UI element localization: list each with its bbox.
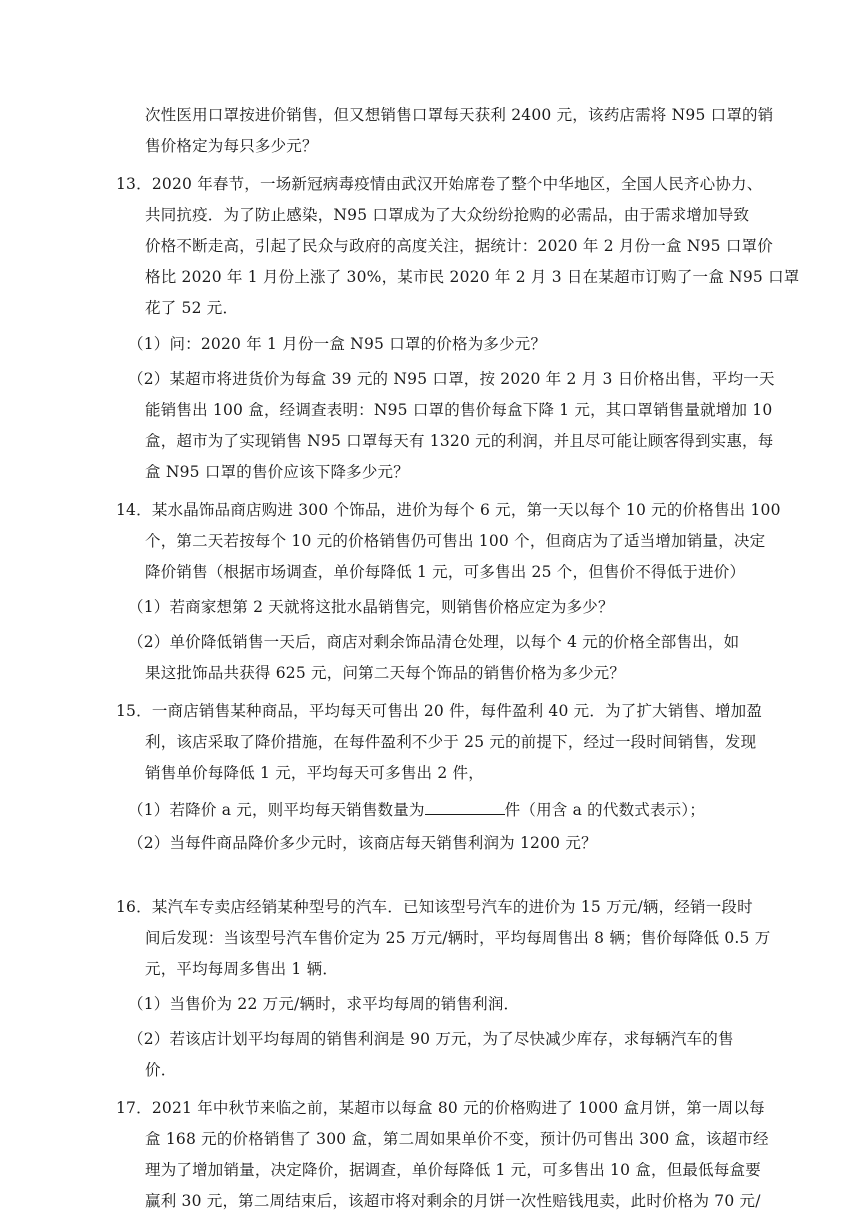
text-line: 利，该店采取了降价措施，在每件盈利不少于 25 元的前提下，经过一段时间销售，发现: [145, 733, 757, 751]
sub-question: （2）某超市将进货价为每盒 39 元的 N95 口罩，按 2020 年 2 月 3 日价格出售，平均一天: [128, 370, 775, 388]
text-line: 果这批饰品共获得 625 元，问第二天每个饰品的销售价格为多少元？: [145, 664, 626, 682]
sub-question-text: （1）若降价 a 元，则平均每天销售数量为: [128, 801, 425, 819]
answer-blank: [425, 798, 505, 815]
text-line: 价格不断走高，引起了民众与政府的高度关注，据统计：2020 年 2 月份一盒 N95 口罩价: [145, 237, 773, 255]
text-line: 共同抗疫．为了防止感染，N95 口罩成为了大众纷纷抢购的必需品，由于需求增加导致: [145, 206, 750, 224]
text-line: 理为了增加销量，决定降价，据调查，单价每降低 1 元，可多售出 10 盒，但最低每盒要: [145, 1161, 761, 1179]
text-line: 元，平均每周多售出 1 辆．: [145, 960, 339, 978]
text-line: 格比 2020 年 1 月份上涨了 30%，某市民 2020 年 2 月 3 日在某超市订购了一盒 N95 口罩: [145, 268, 800, 286]
sub-question: （2）单价降低销售一天后，商店对剩余饰品清仓处理，以每个 4 元的价格全部售出，如: [128, 633, 740, 651]
sub-question: （1）若商家想第 2 天就将这批水晶销售完，则销售价格应定为多少？: [128, 598, 614, 616]
problem-14-heading: 14．某水晶饰品商店购进 300 个饰品，进价为每个 6 元，第一天以每个 10 元的价格售出 100: [116, 501, 781, 519]
text-line: 能销售出 100 盒，经调查表明：N95 口罩的售价每盒下降 1 元，其口罩销售量就增加 10: [145, 401, 773, 419]
text-line: 次性医用口罩按进价销售，但又想销售口罩每天获利 2400 元，该药店需将 N95 口罩的销: [145, 106, 774, 124]
sub-question: （1）问：2020 年 1 月份一盒 N95 口罩的价格为多少元？: [128, 335, 547, 353]
problem-15-heading: 15．一商店销售某种商品，平均每天可售出 20 件，每件盈利 40 元．为了扩大销售、增加盈: [116, 702, 763, 720]
problem-17-heading: 17．2021 年中秋节来临之前，某超市以每盒 80 元的价格购进了 1000 盒月饼，第一周以每: [116, 1099, 765, 1117]
text-line: 盒 N95 口罩的售价应该下降多少元？: [145, 463, 409, 481]
text-line: 个，第二天若按每个 10 元的价格销售仍可售出 100 个，但商店为了适当增加销量，决定: [145, 532, 766, 550]
text-line: 间后发现：当该型号汽车售价定为 25 万元/辆时，平均每周售出 8 辆；售价每降低 0.5 万: [145, 929, 771, 947]
text-line: 销售单价每降低 1 元，平均每天可多售出 2 件，: [145, 764, 484, 782]
problem-16-heading: 16．某汽车专卖店经销某种型号的汽车．已知该型号汽车的进价为 15 万元/辆，经销一段时: [116, 898, 753, 916]
text-line: 盒 168 元的价格销售了 300 盒，第二周如果单价不变，预计仍可售出 300 盒，该超市经: [145, 1130, 769, 1148]
problem-13-heading: 13．2020 年春节，一场新冠病毒疫情由武汉开始席卷了整个中华地区，全国人民齐心协力、: [116, 175, 763, 193]
text-line: 售价格定为每只多少元？: [145, 137, 318, 155]
sub-question: （1）当售价为 22 万元/辆时，求平均每周的销售利润．: [128, 995, 520, 1013]
text-line: 降价销售（根据市场调查，单价每降低 1 元，可多售出 25 个，但售价不得低于进价）: [145, 563, 746, 581]
sub-question-with-blank: [128, 798, 705, 820]
sub-question: （2）当每件商品降价多少元时，该商店每天销售利润为 1200 元？: [128, 834, 597, 852]
text-line: 赢利 30 元，第二周结束后，该超市将对剩余的月饼一次性赔钱甩卖，此时价格为 70 元/: [145, 1192, 761, 1210]
text-line: 花了 52 元．: [145, 299, 239, 317]
sub-question: （2）若该店计划平均每周的销售利润是 90 万元，为了尽快减少库存，求每辆汽车的售: [128, 1030, 734, 1048]
text-line: 盒，超市为了实现销售 N95 口罩每天有 1320 元的利润，并且尽可能让顾客得到实惠，每: [145, 432, 774, 450]
sub-question-text: 件（用含 a 的代数式表示）；: [504, 801, 706, 819]
text-line: 价．: [145, 1061, 177, 1079]
